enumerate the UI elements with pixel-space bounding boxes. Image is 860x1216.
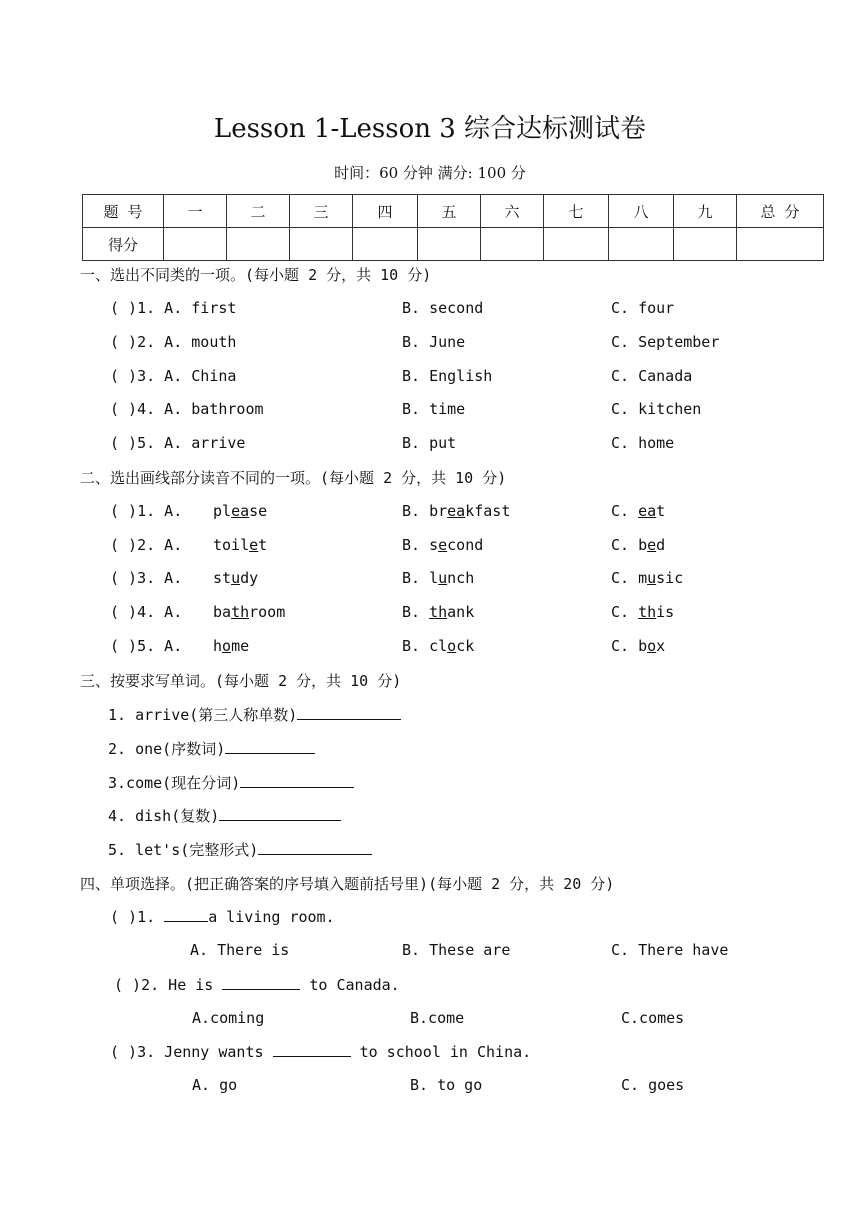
- option-c: C. this: [611, 603, 675, 621]
- question-stem: ( )3. Jenny wants to school in China.: [110, 1043, 532, 1061]
- answer-blank[interactable]: [273, 1042, 351, 1057]
- fill-item: 3.come(现在分词): [108, 772, 354, 793]
- option-c: C. There have: [611, 941, 729, 959]
- fill-item: 4. dish(复数): [108, 805, 341, 826]
- option-a: home: [213, 637, 250, 655]
- table-cell: 七: [544, 195, 609, 228]
- score-cell[interactable]: [544, 228, 609, 261]
- table-cell: 一: [164, 195, 227, 228]
- score-table-header-row: [83, 195, 824, 228]
- option-b: B. clock: [402, 637, 475, 655]
- table-cell: 总 分: [737, 195, 824, 228]
- fill-item: 1. arrive(第三人称单数): [108, 704, 401, 725]
- question-stem: ( )2. A.: [110, 536, 183, 554]
- answer-blank[interactable]: [240, 773, 354, 788]
- option-c: C. music: [611, 569, 684, 587]
- score-table-score-row: [83, 228, 824, 261]
- question-stem: ( )3. A. China: [110, 367, 237, 385]
- option-c: C. Canada: [611, 367, 693, 385]
- option-c: C. bed: [611, 536, 666, 554]
- score-cell[interactable]: [164, 228, 227, 261]
- table-cell: 三: [290, 195, 353, 228]
- section-heading: 二、选出画线部分读音不同的一项。(每小题 2 分，共 10 分): [80, 469, 507, 487]
- option-b: B. lunch: [402, 569, 475, 587]
- fill-item: 2. one(序数词): [108, 738, 315, 759]
- question-stem: ( )1. A. first: [110, 299, 237, 317]
- answer-blank[interactable]: [258, 840, 372, 855]
- section-heading: 一、选出不同类的一项。(每小题 2 分，共 10 分): [80, 266, 432, 284]
- option-c: C. September: [611, 333, 720, 351]
- score-cell[interactable]: [609, 228, 674, 261]
- table-cell: 六: [481, 195, 544, 228]
- answer-blank[interactable]: [225, 739, 315, 754]
- score-cell[interactable]: [481, 228, 544, 261]
- table-cell: 四: [353, 195, 418, 228]
- option-c: C. home: [611, 434, 675, 452]
- table-cell: 得分: [83, 228, 164, 261]
- option-c: C. eat: [611, 502, 666, 520]
- question-stem: ( )5. A. arrive: [110, 434, 246, 452]
- option-a: A. go: [192, 1076, 238, 1094]
- option-c: C. goes: [621, 1076, 685, 1094]
- question-stem: ( )1. a living room.: [110, 908, 335, 926]
- answer-blank[interactable]: [222, 975, 300, 990]
- option-a: study: [213, 569, 259, 587]
- exam-info: 时间：60 分钟 满分: 100 分: [334, 164, 526, 182]
- option-c: C. kitchen: [611, 400, 702, 418]
- question-stem: ( )3. A.: [110, 569, 183, 587]
- option-b: B. June: [402, 333, 466, 351]
- option-a: please: [213, 502, 268, 520]
- option-b: B. to go: [410, 1076, 483, 1094]
- option-c: C. box: [611, 637, 666, 655]
- table-cell: 八: [609, 195, 674, 228]
- score-table: [82, 194, 824, 261]
- option-b: B.come: [410, 1009, 465, 1027]
- table-cell: 题 号: [83, 195, 164, 228]
- option-c: C.comes: [621, 1009, 685, 1027]
- option-b: B. thank: [402, 603, 475, 621]
- score-cell[interactable]: [418, 228, 481, 261]
- section-heading: 四、单项选择。(把正确答案的序号填入题前括号里)(每小题 2 分，共 20 分): [80, 875, 615, 893]
- question-stem: ( )2. A. mouth: [110, 333, 237, 351]
- option-b: B. time: [402, 400, 466, 418]
- fill-item: 5. let's(完整形式): [108, 839, 372, 860]
- table-cell: 五: [418, 195, 481, 228]
- option-b: B. second: [402, 299, 484, 317]
- option-a: bathroom: [213, 603, 286, 621]
- score-cell[interactable]: [737, 228, 824, 261]
- score-cell[interactable]: [674, 228, 737, 261]
- option-a: toilet: [213, 536, 268, 554]
- option-b: B. put: [402, 434, 457, 452]
- table-cell: 九: [674, 195, 737, 228]
- option-b: B. These are: [402, 941, 511, 959]
- score-cell[interactable]: [227, 228, 290, 261]
- question-stem: ( )1. A.: [110, 502, 183, 520]
- page-title: Lesson 1-Lesson 3 综合达标测试卷: [213, 114, 647, 144]
- score-cell[interactable]: [290, 228, 353, 261]
- question-stem: ( )4. A.: [110, 603, 183, 621]
- option-a: A. There is: [190, 941, 290, 959]
- section-heading: 三、按要求写单词。(每小题 2 分，共 10 分): [80, 672, 402, 690]
- question-stem: ( )4. A. bathroom: [110, 400, 264, 418]
- table-cell: 二: [227, 195, 290, 228]
- question-stem: ( )5. A.: [110, 637, 183, 655]
- answer-blank[interactable]: [219, 806, 341, 821]
- option-b: B. breakfast: [402, 502, 511, 520]
- option-a: A.coming: [192, 1009, 265, 1027]
- question-stem: ( )2. He is to Canada.: [114, 976, 400, 994]
- option-b: B. English: [402, 367, 493, 385]
- answer-blank[interactable]: [297, 705, 401, 720]
- option-b: B. second: [402, 536, 484, 554]
- score-cell[interactable]: [353, 228, 418, 261]
- option-c: C. four: [611, 299, 675, 317]
- answer-blank[interactable]: [164, 907, 208, 922]
